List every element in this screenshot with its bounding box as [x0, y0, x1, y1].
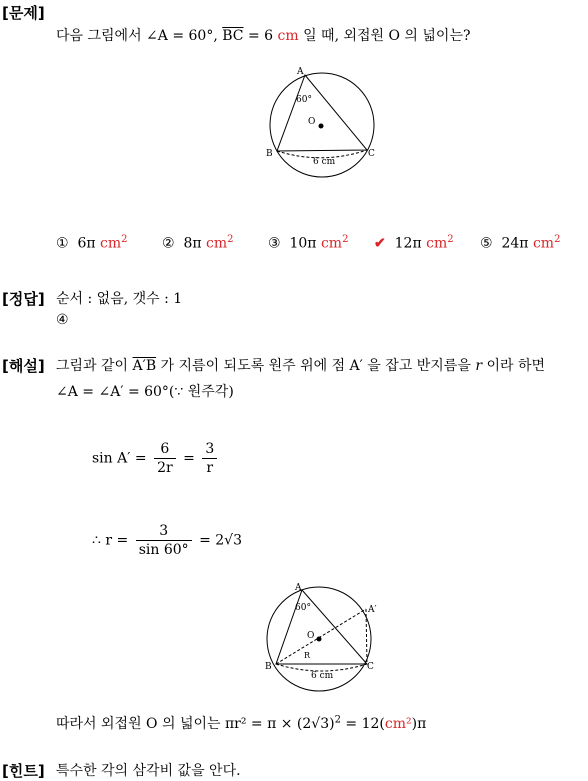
choice-2[interactable]: [162, 234, 234, 252]
final-c: )π: [411, 716, 427, 732]
answer-line-1: 순서 : 없음, 갯수 : 1: [56, 291, 183, 307]
segment-a-prime-b: A′B: [132, 358, 157, 374]
choice-5[interactable]: [480, 234, 560, 252]
fraction-3-over-sin60: [136, 522, 192, 559]
choice-2-val: 8π: [183, 235, 207, 252]
problem-text: [56, 25, 470, 45]
circle-figure-2: [255, 582, 390, 697]
solution-line-1-b: 가 지름이 되도록 원주 위에 점 A′ 을 잡고 반지름을: [156, 358, 476, 374]
eq1-den1: 2r: [157, 460, 173, 476]
answer-line-2: ④: [56, 312, 69, 328]
choice-5-exp: 2: [554, 234, 561, 245]
solution-final: [56, 713, 426, 733]
problem-text-pre: 다음 그림에서 ∠A = 60°,: [56, 28, 223, 44]
choice-5-num: ⑤: [480, 235, 493, 252]
triangle-abc-2: [276, 590, 367, 664]
final-unit: cm²: [384, 716, 412, 732]
choice-1-unit: cm: [100, 235, 122, 252]
eq1-equals: =: [183, 450, 195, 467]
answer-label: [정답]: [2, 290, 45, 308]
problem-eq: = 6: [243, 28, 278, 44]
diameter-a-prime-b: [276, 609, 366, 664]
center-point-o: [319, 124, 324, 129]
eq1-num2: 3: [202, 440, 217, 459]
choice-3-val: 10π: [289, 235, 321, 252]
choice-4-exp: 2: [447, 234, 454, 245]
solution-line-1-c: 이라 하면: [482, 358, 546, 374]
label-a-prime: A′: [368, 605, 377, 615]
choice-5-unit: cm: [532, 235, 555, 252]
label-c: C: [368, 149, 375, 159]
variable-r: r: [475, 358, 483, 374]
triangle-abc: [277, 75, 367, 151]
final-a: 따라서 외접원 O 의 넓이는 πr² = π × (2√3): [56, 716, 335, 732]
fraction-3-over-r: [202, 440, 217, 477]
label-b: B: [266, 149, 273, 159]
eq2-den: sin 60°: [138, 542, 189, 558]
circle-figure-1: [255, 65, 390, 180]
choice-3-num: ③: [268, 235, 281, 252]
choice-1[interactable]: [56, 234, 128, 252]
choice-1-val: 6π: [77, 235, 101, 252]
eq2-rhs: = 2√3: [199, 532, 243, 549]
label-r: R: [304, 651, 311, 660]
eq1-num1: 6: [154, 440, 176, 459]
unit-cm: cm: [277, 28, 299, 44]
final-exp: 2: [334, 714, 341, 726]
problem-text-post: 일 때, 외접원 O 의 넓이는?: [298, 28, 471, 44]
label-o-2: O: [307, 631, 315, 641]
label-angle-2: 60°: [295, 603, 311, 613]
choice-4[interactable]: [374, 234, 454, 252]
eq2-lhs: ∴ r =: [92, 532, 129, 549]
equation-sine: [92, 440, 220, 477]
label-angle: 60°: [296, 95, 312, 105]
segment-bc: $\overline{BC}$: [222, 28, 244, 44]
check-mark-icon: ✔: [374, 235, 386, 252]
eq2-num: 3: [136, 522, 192, 541]
center-point-o-2: [317, 637, 322, 642]
eq1-den2: r: [206, 460, 214, 476]
solution-label: [해설]: [2, 357, 45, 375]
choice-3[interactable]: [268, 234, 348, 252]
label-6cm: 6 cm: [313, 157, 336, 167]
final-b: = 12(: [340, 716, 385, 732]
label-a-2: A: [295, 583, 302, 593]
hint-label: [힌트]: [2, 762, 45, 780]
fraction-6-over-2r: [154, 440, 176, 477]
choice-4-val: 12π: [394, 235, 427, 252]
choice-2-num: ②: [162, 235, 175, 252]
solution-line-2: ∠A = ∠A′ = 60°(∵ 원주각): [56, 384, 234, 400]
problem-label: [문제]: [2, 4, 45, 22]
label-o: O: [308, 117, 316, 127]
choice-2-unit: cm: [206, 235, 228, 252]
equation-radius: [92, 522, 242, 559]
choice-3-unit: cm: [320, 235, 343, 252]
label-b-2: B: [265, 662, 272, 672]
choice-1-exp: 2: [121, 234, 128, 245]
label-6cm-2: 6 cm: [311, 671, 334, 681]
hint-text: 특수한 각의 삼각비 값을 안다.: [56, 763, 241, 779]
dashed-arc-2: [276, 664, 367, 671]
choice-4-unit: cm: [426, 235, 448, 252]
choice-5-val: 24π: [501, 235, 533, 252]
label-c-2: C: [367, 662, 374, 672]
eq1-lhs: sin A′ =: [92, 450, 147, 467]
choice-1-num: ①: [56, 235, 69, 252]
solution-line-1-a: 그림과 같이: [56, 358, 133, 374]
solution-line-1: [56, 355, 545, 375]
label-a: A: [297, 67, 304, 77]
choice-3-exp: 2: [342, 234, 349, 245]
choice-2-exp: 2: [227, 234, 234, 245]
